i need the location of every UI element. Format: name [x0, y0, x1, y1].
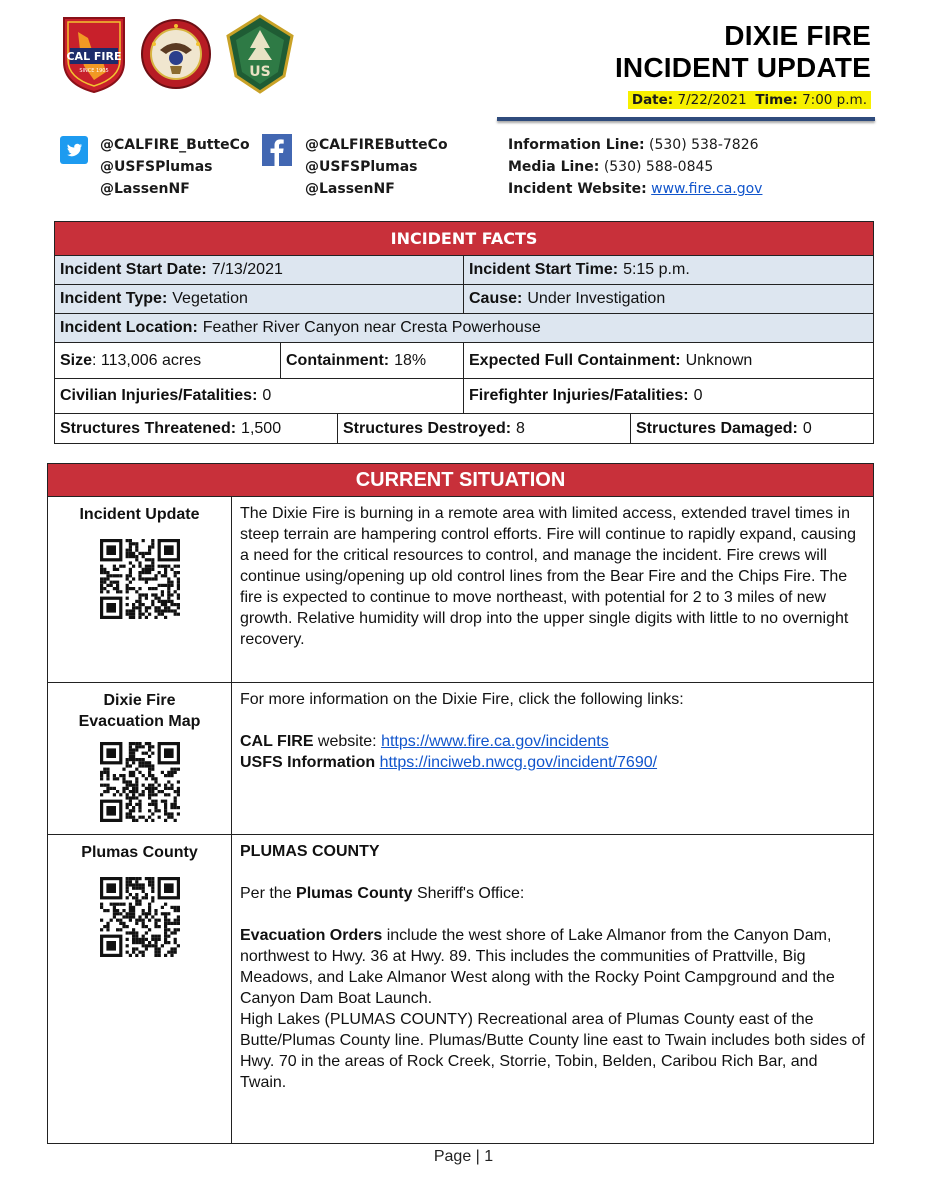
high-lakes-paragraph: High Lakes (PLUMAS COUNTY) Recreational area of Plumas County east of the Butte/Plumas County line. Plumas/Butte County line east to Twain includes both sides of Hwy. 70 in the areas of Rock Creek, Storrie, Tobin, Belden, Caribou Rich Bar, and Twain.: [240, 1011, 865, 1091]
facts-row-structures: [55, 414, 873, 443]
forest-service-logo: [224, 14, 296, 94]
media-line-label: Media Line:: [508, 159, 600, 175]
information-line-label: Information Line:: [508, 137, 645, 153]
structures-threatened: [55, 414, 338, 443]
evacuation-orders-text: include the west shore of Lake Almanor from the Canyon Dam, northwest to Hwy. 36 at Hwy. 89. This includes the communities of Prattville, Big Meadows, and Lake Almanor West along with the Rocky Point Campground and the Canyon Dam Boat Launch.: [240, 927, 835, 1007]
page-number: Page | 1: [433, 1148, 494, 1165]
incident-cause-value: Under Investigation: [527, 290, 666, 307]
plumas-county-label-cell: [48, 835, 232, 1143]
incident-type: [55, 285, 464, 313]
twitter-handle[interactable]: @CALFIRE_ButteCo: [100, 137, 250, 153]
incident-type-value: Vegetation: [172, 290, 248, 307]
incident-update-text: The Dixie Fire is burning in a remote area with limited access, extended travel times in steep terrain are hampering control efforts. Fire will continue to rapidly expand, causing a need for the critical resources to control, and manage the incident. Fire crews will continue using/opening up old control lines from the Bear Fire and the Chips Fire. The fire is expected to continue to move northeast, with potential for 2 to 3 miles of new growth. Relative humidity will drop into the upper single digits with little to no overnight recovery.: [240, 505, 857, 648]
calfire-label: CAL FIRE: [240, 733, 314, 750]
structures-damaged-value: 0: [802, 419, 812, 437]
incident-start-time-value: 5:15 p.m.: [623, 261, 690, 278]
incident-containment-label: Containment:: [286, 351, 390, 369]
incident-location-value: Feather River Canyon near Cresta Powerhouse: [202, 319, 541, 336]
time-value: 7:00 p.m.: [802, 92, 867, 108]
firefighter-injuries: [464, 379, 873, 413]
facts-row-start: [55, 256, 873, 285]
svg-text:CAL FIRE: CAL FIRE: [66, 50, 122, 63]
evacuation-map-text-cell: [232, 683, 873, 834]
current-situation-table: [47, 463, 874, 1144]
twitter-handle[interactable]: @LassenNF: [100, 181, 190, 197]
incident-website-label: Incident Website:: [508, 181, 647, 197]
incident-containment: [281, 343, 464, 378]
media-line-value: (530) 588-0845: [603, 159, 714, 175]
incident-start-date-label: Incident Start Date:: [60, 261, 207, 278]
incident-update-text-cell: [232, 497, 873, 682]
incident-location: [55, 314, 873, 342]
incident-cause-label: Cause:: [469, 290, 523, 307]
structures-damaged-label: Structures Damaged:: [636, 419, 798, 437]
civilian-injuries-value: 0: [262, 387, 272, 404]
structures-threatened-value: 1,500: [241, 419, 282, 437]
firefighter-injuries-value: 0: [693, 387, 703, 404]
date-time-badge: [628, 91, 871, 109]
situation-row-evacuation-map: [48, 683, 873, 835]
cal-fire-logo: [58, 14, 130, 94]
facts-row-injuries: [55, 379, 873, 414]
facts-row-type: [55, 285, 873, 314]
qr-code-icon[interactable]: [100, 539, 180, 619]
incident-update-label: Incident Update: [79, 506, 200, 523]
plumas-county-heading-text: PLUMAS COUNTY: [240, 843, 380, 860]
structures-destroyed-label: Structures Destroyed:: [343, 419, 512, 437]
civilian-injuries: [55, 379, 464, 413]
evacuation-orders-paragraph: [240, 925, 865, 1009]
qr-code-icon[interactable]: [100, 742, 180, 822]
facts-row-location: [55, 314, 873, 343]
facebook-handle[interactable]: @USFSPlumas: [305, 159, 418, 175]
incident-update-label-cell: [48, 497, 232, 682]
civilian-injuries-label: Civilian Injuries/Fatalities:: [60, 387, 258, 404]
incident-website: [508, 178, 762, 200]
firefighter-injuries-label: Firefighter Injuries/Fatalities:: [469, 387, 689, 404]
calfire-mid-text: website:: [313, 733, 382, 750]
sheriff-line-prefix: Per the: [240, 885, 297, 902]
incident-containment-value: 18%: [394, 351, 427, 369]
calfire-incidents-link[interactable]: https://www.fire.ca.gov/incidents: [381, 733, 609, 750]
evacuation-orders-label: Evacuation Orders: [240, 927, 383, 944]
date-label: Date:: [631, 92, 674, 108]
incident-size: [55, 343, 281, 378]
sheriff-line-bold: Plumas County: [296, 885, 413, 902]
situation-row-plumas-county: [48, 835, 873, 1143]
calfire-link-line: [240, 731, 865, 752]
incident-website-link[interactable]: www.fire.ca.gov: [651, 181, 763, 197]
svg-text:SINCE 1905: SINCE 1905: [79, 68, 109, 74]
facebook-handles: [305, 134, 448, 200]
contact-info: [508, 134, 762, 200]
structures-damaged: [631, 414, 873, 443]
evacuation-links-intro: For more information on the Dixie Fire, click the following links:: [240, 691, 684, 708]
incident-cause: [464, 285, 873, 313]
expected-full-containment: [464, 343, 873, 378]
incident-facts-header: INCIDENT FACTS: [55, 222, 873, 256]
incident-type-label: Incident Type:: [60, 290, 168, 307]
twitter-icon[interactable]: [60, 136, 88, 164]
twitter-handles: [100, 134, 250, 200]
incident-start-time: [464, 256, 873, 284]
media-line: [508, 156, 762, 178]
expected-full-containment-value: Unknown: [685, 351, 753, 369]
state-fire-seal-logo: [140, 14, 212, 94]
title-line-2: INCIDENT UPDATE: [614, 52, 871, 83]
incident-start-date: [55, 256, 464, 284]
twitter-handle[interactable]: @USFSPlumas: [100, 159, 213, 175]
evacuation-map-label-cell: [48, 683, 232, 834]
incident-start-date-value: 7/13/2021: [211, 261, 283, 278]
information-line: [508, 134, 762, 156]
date-value: 7/22/2021: [677, 92, 747, 108]
facts-row-size: [55, 343, 873, 379]
usfs-inciweb-link[interactable]: https://inciweb.nwcg.gov/incident/7690/: [379, 754, 658, 771]
situation-row-incident-update: [48, 497, 873, 683]
usfs-link-line: [240, 752, 865, 773]
svg-text:US: US: [249, 64, 271, 80]
evacuation-map-label-line2: Evacuation Map: [78, 713, 201, 730]
incident-size-value: : 113,006 acres: [92, 351, 202, 369]
incident-start-time-label: Incident Start Time:: [469, 261, 619, 278]
sheriff-line: [240, 883, 865, 904]
expected-full-containment-label: Expected Full Containment:: [469, 351, 681, 369]
information-line-value: (530) 538-7826: [649, 137, 759, 153]
plumas-county-text-cell: [232, 835, 873, 1143]
evacuation-map-label-line1: Dixie Fire: [103, 692, 176, 709]
time-label: Time:: [755, 92, 798, 108]
structures-destroyed-value: 8: [516, 419, 525, 437]
title-line-1: DIXIE FIRE: [724, 20, 871, 51]
sheriff-line-suffix: Sheriff's Office:: [412, 885, 525, 902]
structures-destroyed: [338, 414, 631, 443]
qr-code-icon[interactable]: [100, 877, 180, 957]
usfs-label: USFS Information: [240, 754, 376, 771]
facebook-handle[interactable]: @LassenNF: [305, 181, 395, 197]
incident-size-label: Size: [60, 351, 93, 369]
incident-facts-table: [54, 221, 874, 444]
page-title: [615, 20, 871, 84]
facebook-handle[interactable]: @CALFIREButteCo: [305, 137, 448, 153]
header-divider: [497, 117, 875, 121]
plumas-county-heading: [240, 841, 865, 862]
facebook-icon[interactable]: [262, 134, 292, 166]
plumas-county-label: Plumas County: [81, 844, 198, 861]
incident-location-label: Incident Location:: [60, 319, 198, 336]
structures-threatened-label: Structures Threatened:: [60, 419, 237, 437]
current-situation-header: CURRENT SITUATION: [48, 464, 873, 497]
